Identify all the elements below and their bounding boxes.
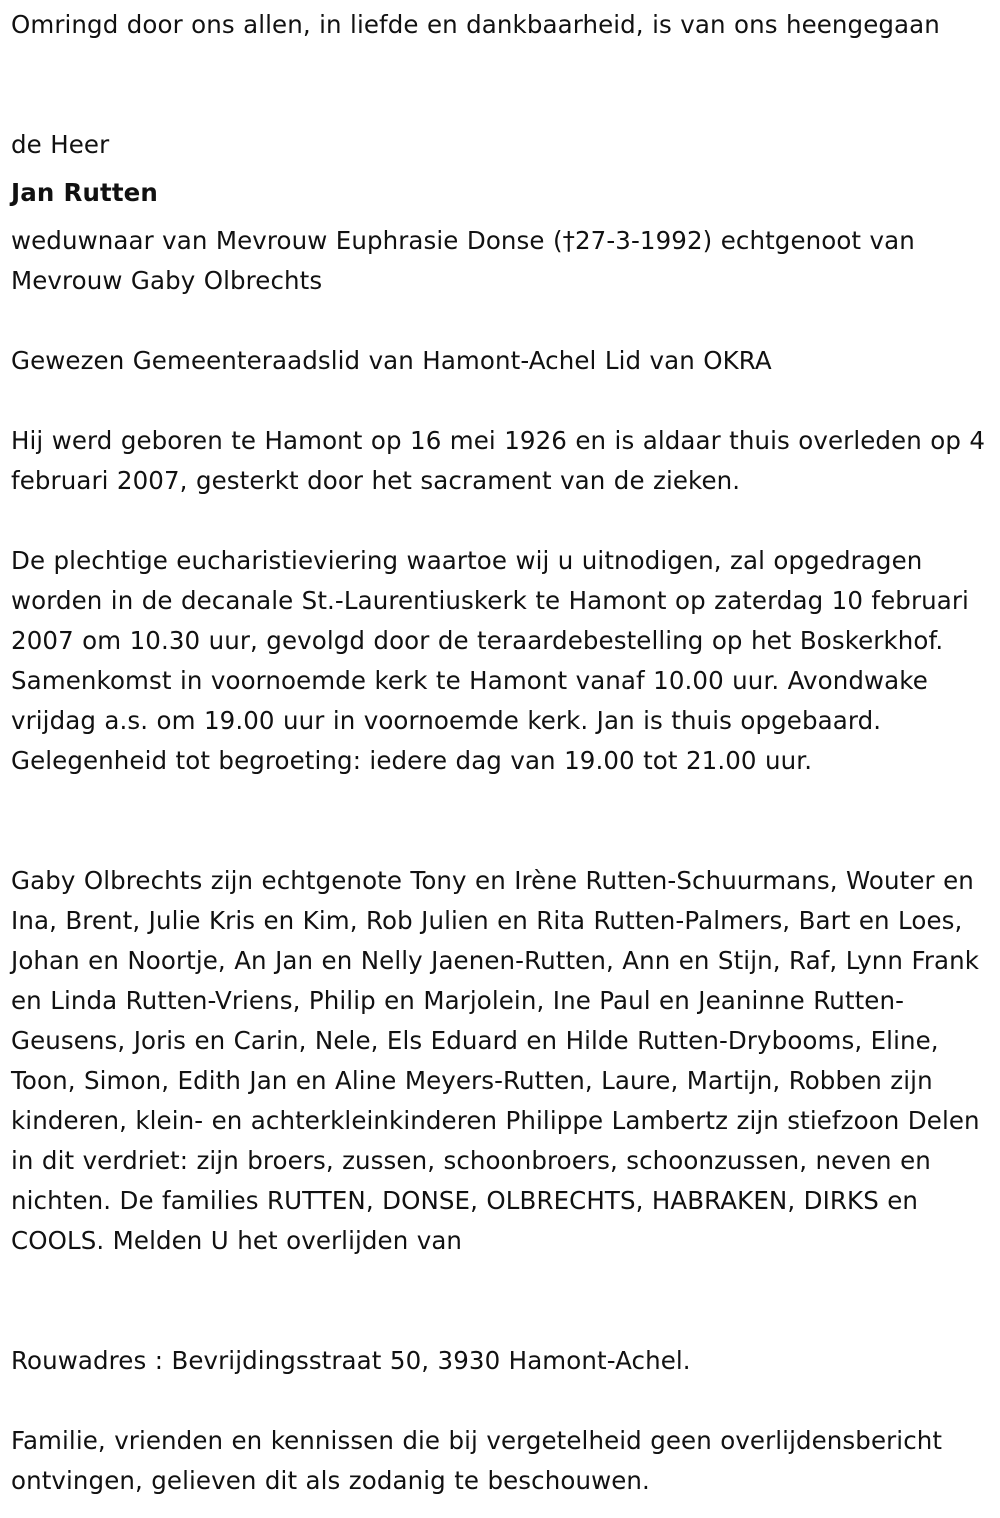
address-paragraph: Rouwadres : Bevrijdingsstraat 50, 3930 Hamont-Achel. [11,1346,691,1375]
deceased-name: Jan Rutten [11,178,158,207]
family-paragraph: Gaby Olbrechts zijn echtgenote Tony en Irène Rutten-Schuurmans, Wouter en Ina, Brent, Julie Kris en Kim, Rob Julien en Rita Rutten-Palmers, Bart en Loes, Johan en Noortje, An Jan en Nelly Jaenen-Rutten, Ann en Stijn, Raf, Lynn Frank en Linda Rutten-Vriens, Philip en Marjolein, Ine Paul en Jeaninne Rutten-Geusens, Joris en Carin, Nele, Els Eduard en Hilde Rutten-Drybooms, Eline, Toon, Simon, Edith Jan en Aline Meyers-Rutten, Laure, Martijn, Robben zijn kinderen, klein- en achterkleinkinderen Philippe Lambertz zijn stiefzoon Delen in dit verdriet: zijn broers, zussen, schoonbroers, schoonzussen, neven en nichten. De families RUTTEN, DONSE, OLBRECHTS, HABRAKEN, DIRKS en COOLS. Melden U het overlijden van [11,866,980,1255]
roles-paragraph: Gewezen Gemeenteraadslid van Hamont-Achel Lid van OKRA [11,346,772,375]
birth-death-paragraph: Hij werd geboren te Hamont op 16 mei 1926 en is aldaar thuis overleden op 4 februari 2007, gesterkt door het sacrament van de zieken. [11,426,986,495]
intro-paragraph: Omringd door ons allen, in liefde en dankbaarheid, is van ons heengegaan [11,10,940,39]
closing-paragraph: Familie, vrienden en kennissen die bij vergetelheid geen overlijdensbericht ontvingen, gelieven dit als zodanig te beschouwen. [11,1426,943,1495]
ceremony-paragraph: De plechtige eucharistieviering waartoe wij u uitnodigen, zal opgedragen worden in de decanale St.-Laurentiuskerk te Hamont op zaterdag 10 februari 2007 om 10.30 uur, gevolgd door de teraardebestelling op het Boskerkhof. Samenkomst in voornoemde kerk te Hamont vanaf 10.00 uur. Avondwake vrijdag a.s. om 19.00 uur in voornoemde kerk. Jan is thuis opgebaard. Gelegenheid tot begroeting: iedere dag van 19.00 tot 21.00 uur. [11,546,969,775]
relations-paragraph: weduwnaar van Mevrouw Euphrasie Donse (†27-3-1992) echtgenoot van Mevrouw Gaby Olbrechts [11,226,915,295]
honorific: de Heer [11,130,110,159]
